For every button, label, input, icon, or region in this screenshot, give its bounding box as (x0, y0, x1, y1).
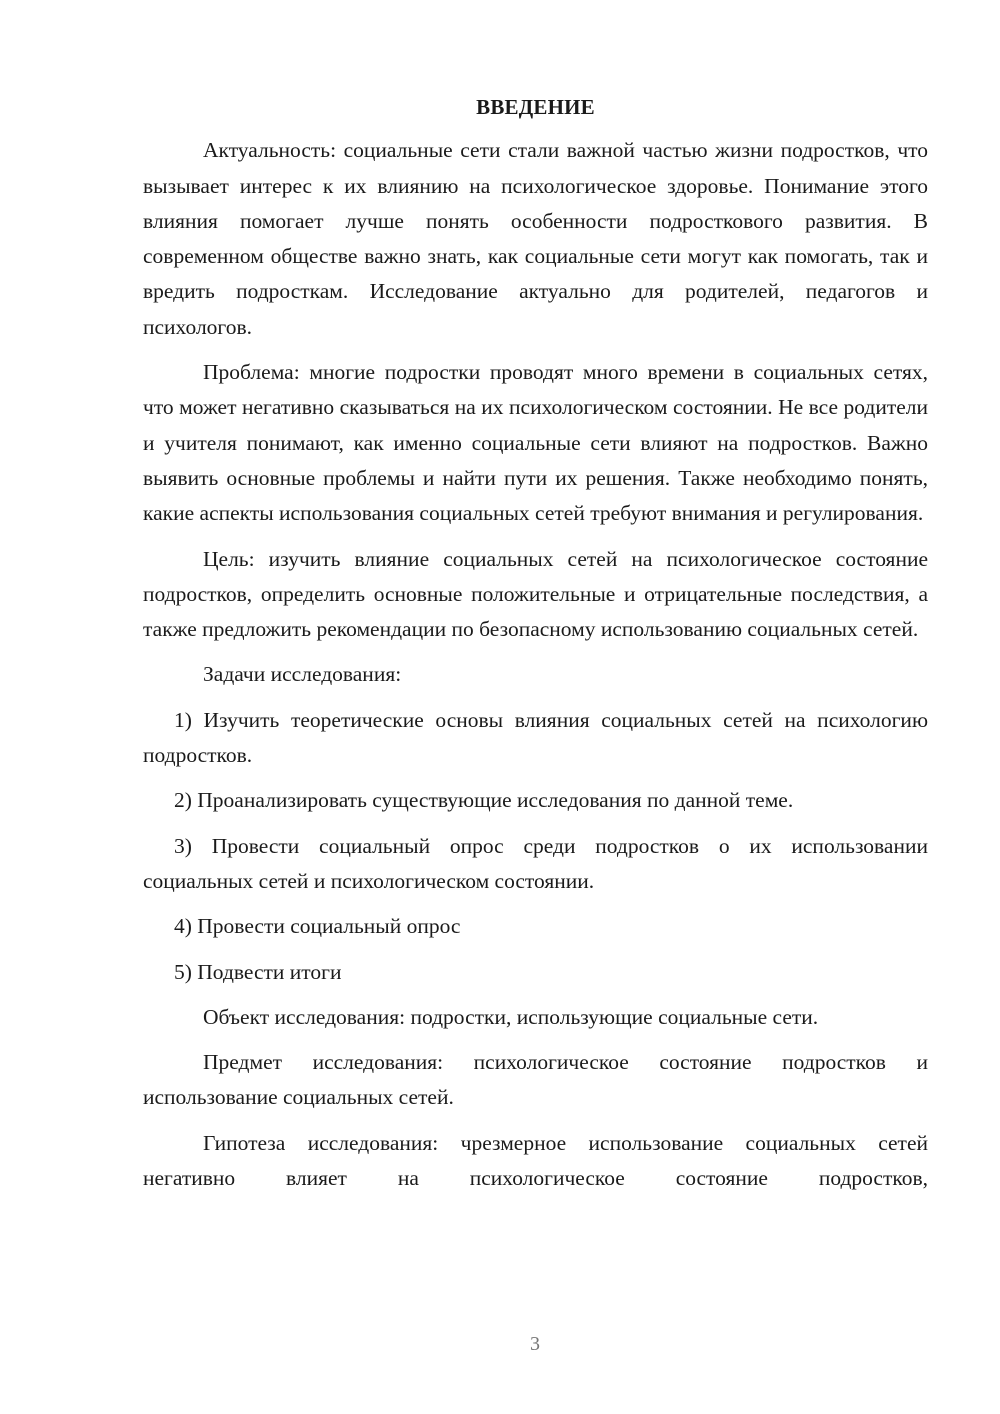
task-item-1: 1) Изучить теоретические основы влияния социальных сетей на психологию подростков. (143, 707, 928, 768)
goal-paragraph: Цель: изучить влияние социальных сетей на психологическое состояние подростков, определить основные положительные и отрицательные последствия, а также предложить рекомендации по безопасному использованию социальных сетей. (143, 546, 928, 642)
relevance-paragraph: Актуальность: социальные сети стали важной частью жизни подростков, что вызывает интерес к их влиянию на психологическое здоровье. Понимание этого влияния помогает лучше понять особенности подросткового развития. В современном обществе важно знать, как социальные сети могут как помогать, так и вредить подросткам. Исследование актуально для родителей, педагогов и психологов. (143, 138, 928, 339)
task-item-5: 5) Подвести итоги (174, 959, 342, 984)
tasks-title: Задачи исследования: (203, 662, 402, 687)
task-item-2: 2) Проанализировать существующие исследования по данной теме. (174, 788, 794, 813)
subject-paragraph: Предмет исследования: психологическое состояние подростков и использование социальных сетей. (143, 1050, 928, 1110)
problem-paragraph: Проблема: многие подростки проводят много времени в социальных сетях, что может негативно сказываться на их психологическом состоянии. Не все родители и учителя понимают, как именно социальные сети влияют на подростков. Важно выявить основные проблемы и найти пути их решения. Также необходимо понять, какие аспекты использования социальных сетей требуют внимания и регулирования. (143, 360, 928, 526)
task-item-3: 3) Провести социальный опрос среди подростков о их использовании социальных сетей и психологическом состоянии. (143, 833, 928, 893)
task-item-4: 4) Провести социальный опрос (174, 914, 461, 939)
object-paragraph: Объект исследования: подростки, использующие социальные сети. (203, 1004, 819, 1029)
section-heading: ВВЕДЕНИЕ (476, 95, 595, 119)
page-content (143, 90, 928, 1206)
page-number: 3 (530, 1333, 540, 1355)
hypothesis-paragraph: Гипотеза исследования: чрезмерное использование социальных сетей негативно влияет на психологическое состояние подростков, (143, 1130, 928, 1191)
